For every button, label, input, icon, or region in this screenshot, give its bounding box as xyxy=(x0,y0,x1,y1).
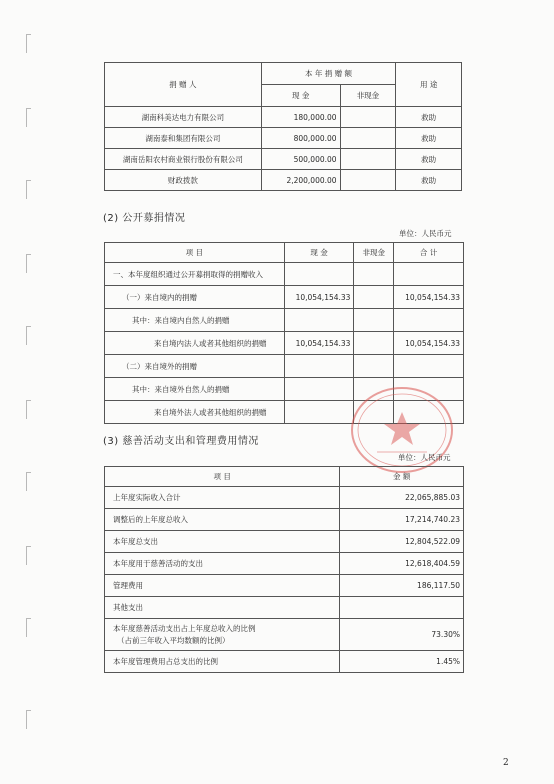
row-label: 来自境外法人或者其他组织的捐赠 xyxy=(105,401,285,424)
noncash-value xyxy=(340,170,396,191)
table-row xyxy=(105,575,464,597)
donor-name: 湖南岳阳农村商业银行股份有限公司 xyxy=(105,149,262,170)
noncash-value xyxy=(354,332,394,355)
total-value: 10,054,154.33 xyxy=(394,286,464,309)
header-cash: 现 金 xyxy=(261,85,340,107)
table-row xyxy=(105,309,464,332)
total-value xyxy=(394,355,464,378)
charity-expense-table xyxy=(104,466,464,673)
cash-value: 180,000.00 xyxy=(261,107,340,128)
amount-value: 73.30% xyxy=(340,619,464,651)
unit-label: 单位：人民币元 xyxy=(398,453,451,462)
total-value xyxy=(394,309,464,332)
row-label: 调整后的上年度总收入 xyxy=(105,509,340,531)
table-row xyxy=(105,286,464,309)
amount-value: 12,618,404.59 xyxy=(340,553,464,575)
table-row xyxy=(105,332,464,355)
noncash-value xyxy=(354,286,394,309)
section-2-title: (2) 公开募捐情况 xyxy=(103,213,186,224)
noncash-value xyxy=(354,309,394,332)
donor-name: 财政拨款 xyxy=(105,170,262,191)
header-item: 项 目 xyxy=(105,467,340,487)
noncash-value xyxy=(340,128,396,149)
ratio-line-2: （占前三年收入平均数额的比例） xyxy=(117,635,230,645)
amount-value: 12,804,522.09 xyxy=(340,531,464,553)
cash-value: 800,000.00 xyxy=(261,128,340,149)
cash-value xyxy=(284,263,354,286)
row-label: 管理费用 xyxy=(105,575,340,597)
table-row xyxy=(105,263,464,286)
section-3-title: (3) 慈善活动支出和管理费用情况 xyxy=(103,436,259,447)
header-amount-group: 本 年 捐 赠 额 xyxy=(261,63,396,85)
margin-mark xyxy=(26,710,31,729)
row-label: 其中：来自境内自然人的捐赠 xyxy=(105,309,285,332)
header-usage: 用 途 xyxy=(396,63,462,107)
cash-value: 10,054,154.33 xyxy=(284,332,354,355)
header-donor: 捐 赠 人 xyxy=(105,63,262,107)
table-row xyxy=(105,128,462,149)
donation-table xyxy=(104,62,462,191)
table-row xyxy=(105,149,462,170)
usage-value: 救助 xyxy=(396,128,462,149)
row-label: 来自境内法人或者其他组织的捐赠 xyxy=(105,332,285,355)
row-label: 一、本年度组织通过公开募捐取得的捐赠收入 xyxy=(105,263,285,286)
row-label-ratio xyxy=(105,619,340,651)
row-label: 本年度用于慈善活动的支出 xyxy=(105,553,340,575)
table-row xyxy=(105,509,464,531)
cash-value: 2,200,000.00 xyxy=(261,170,340,191)
amount-value xyxy=(340,597,464,619)
noncash-value xyxy=(354,355,394,378)
total-value: 10,054,154.33 xyxy=(394,332,464,355)
margin-mark xyxy=(26,400,31,419)
donor-name: 湖南科美达电力有限公司 xyxy=(105,107,262,128)
page-number: 2 xyxy=(503,758,509,768)
row-label: （二）来自境外的捐赠 xyxy=(105,355,285,378)
total-value xyxy=(394,263,464,286)
row-label: 其中：来自境外自然人的捐赠 xyxy=(105,378,285,401)
table-row xyxy=(105,651,464,673)
ratio-line-1: 本年度慈善活动支出占上年度总收入的比例 xyxy=(113,623,256,633)
amount-value: 17,214,740.23 xyxy=(340,509,464,531)
table-row xyxy=(105,107,462,128)
table-row xyxy=(105,597,464,619)
header-cash: 现 金 xyxy=(284,243,354,263)
row-label: 上年度实际收入合计 xyxy=(105,487,340,509)
donor-name: 湖南泰和集团有限公司 xyxy=(105,128,262,149)
cash-value xyxy=(284,401,354,424)
header-amount: 金 额 xyxy=(340,467,464,487)
row-label: 本年度总支出 xyxy=(105,531,340,553)
usage-value: 救助 xyxy=(396,107,462,128)
usage-value: 救助 xyxy=(396,149,462,170)
table-row xyxy=(105,487,464,509)
amount-value: 1.45% xyxy=(340,651,464,673)
noncash-value xyxy=(340,149,396,170)
row-label: 其他支出 xyxy=(105,597,340,619)
table-row xyxy=(105,619,464,651)
amount-value: 186,117.50 xyxy=(340,575,464,597)
cash-value: 10,054,154.33 xyxy=(284,286,354,309)
header-noncash: 非现金 xyxy=(354,243,394,263)
unit-label: 单位：人民币元 xyxy=(399,229,452,238)
margin-mark xyxy=(26,546,31,565)
table-row xyxy=(105,355,464,378)
margin-mark xyxy=(26,472,31,491)
noncash-value xyxy=(354,263,394,286)
margin-mark xyxy=(26,108,31,127)
noncash-value xyxy=(340,107,396,128)
margin-mark xyxy=(26,618,31,637)
usage-value: 救助 xyxy=(396,170,462,191)
margin-mark xyxy=(26,254,31,273)
table-row xyxy=(105,553,464,575)
cash-value xyxy=(284,355,354,378)
row-label: 本年度管理费用占总支出的比例 xyxy=(105,651,340,673)
cash-value xyxy=(284,378,354,401)
header-total: 合 计 xyxy=(394,243,464,263)
margin-mark xyxy=(26,180,31,199)
margin-mark xyxy=(26,34,31,53)
table-row xyxy=(105,170,462,191)
header-noncash: 非现金 xyxy=(340,85,396,107)
cash-value: 500,000.00 xyxy=(261,149,340,170)
cash-value xyxy=(284,309,354,332)
header-item: 项 目 xyxy=(105,243,285,263)
margin-mark xyxy=(26,326,31,345)
table-row xyxy=(105,531,464,553)
amount-value: 22,065,885.03 xyxy=(340,487,464,509)
row-label: （一）来自境内的捐赠 xyxy=(105,286,285,309)
